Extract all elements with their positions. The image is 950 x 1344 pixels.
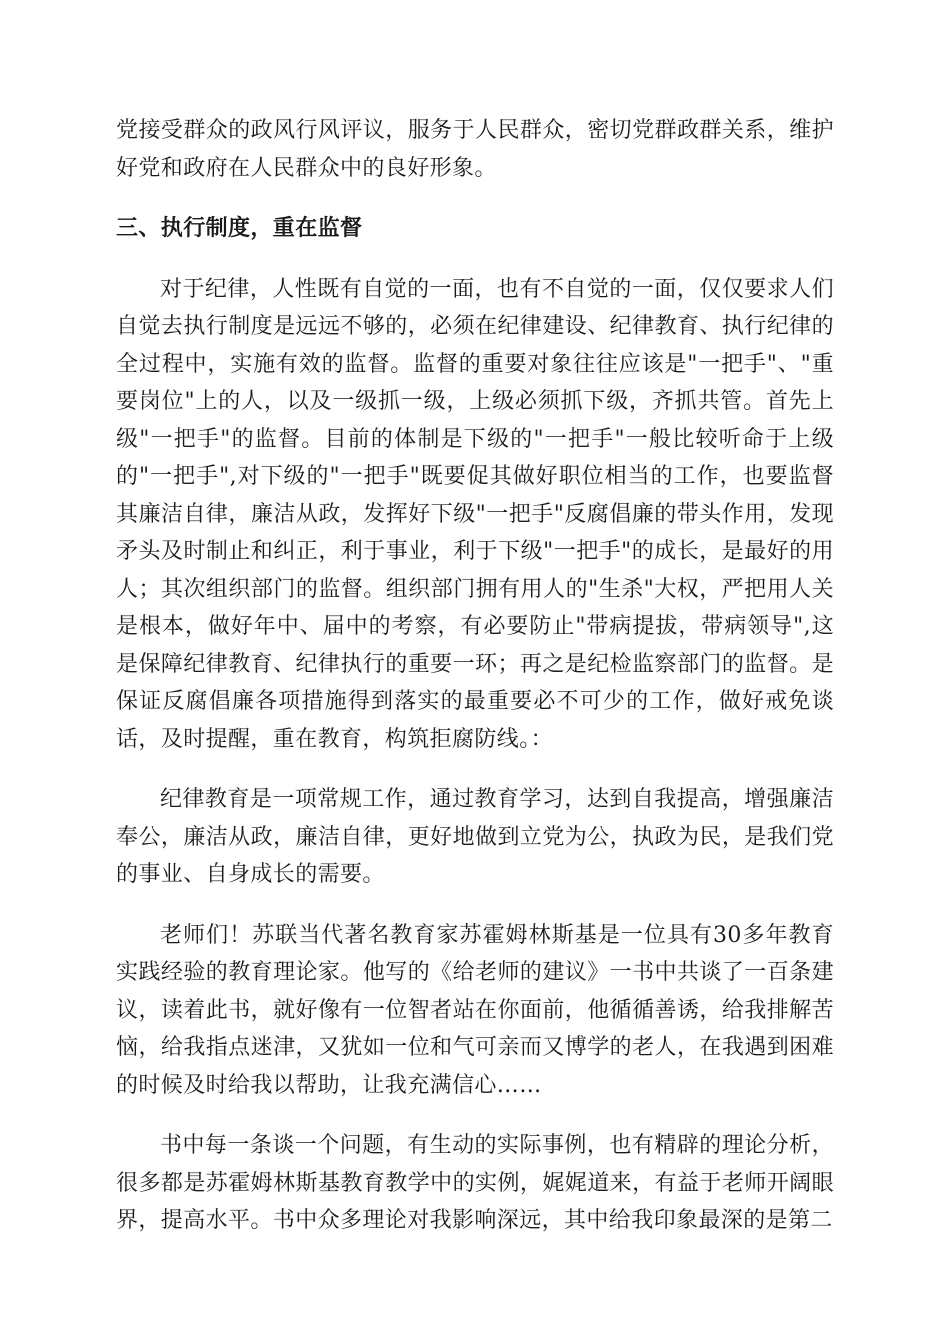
body-paragraph-teachers: 老师们！苏联当代著名教育家苏霍姆林斯基是一位具有30多年教育实践经验的教育理论家。他写的《给老师的建议》一书中共谈了一百条建议，读着此书，就好像有一位智者站在你面前，他循循善诱，给我排解苦恼，给我指点迷津，又犹如一位和气可亲而又博学的老人，在我遇到困难的时候及时给我以帮助，让我充满信心……: [116, 922, 834, 1098]
document-page: [116, 112, 834, 1239]
body-paragraph-discipline-education: 纪律教育是一项常规工作，通过教育学习，达到自我提高，增强廉洁奉公，廉洁从政，廉洁自律，更好地做到立党为公，执政为民，是我们党的事业、自身成长的需要。: [116, 787, 834, 887]
section-heading: 三、执行制度，重在监督: [116, 216, 363, 241]
intro-paragraph: 党接受群众的政风行风评议，服务于人民群众，密切党群政群关系，维护好党和政府在人民群众中的良好形象。: [116, 118, 834, 181]
body-paragraph-book: 书中每一条谈一个问题，有生动的实际事例，也有精辟的理论分析，很多都是苏霍姆林斯基教育教学中的实例，娓娓道来，有益于老师开阔眼界，提高水平。书中众多理论对我影响深远，其中给我印象最深的是第二: [116, 1133, 834, 1233]
body-paragraph-supervision: 对于纪律，人性既有自觉的一面，也有不自觉的一面，仅仅要求人们自觉去执行制度是远远不够的，必须在纪律建设、纪律教育、执行纪律的全过程中，实施有效的监督。监督的重要对象往往应该是"一把手"、"重要岗位"上的人，以及一级抓一级，上级必须抓下级，齐抓共管。首先上级"一把手"的监督。目前的体制是下级的"一把手"一般比较听命于上级的"一把手",对下级的"一把手"既要促其做好职位相当的工作，也要监督其廉洁自律，廉洁从政，发挥好下级"一把手"反腐倡廉的带头作用，发现矛头及时制止和纠正，利于事业，利于下级"一把手"的成长，是最好的用人；其次组织部门的监督。组织部门拥有用人的"生杀"大权，严把用人关是根本，做好年中、届中的考察，有必要防止"带病提拔，带病领导",这是保障纪律教育、纪律执行的重要一环；再之是纪检监察部门的监督。是保证反腐倡廉各项措施得到落实的最重要必不可少的工作，做好戒免谈话，及时提醒，重在教育，构筑拒腐防线。：: [116, 276, 834, 752]
